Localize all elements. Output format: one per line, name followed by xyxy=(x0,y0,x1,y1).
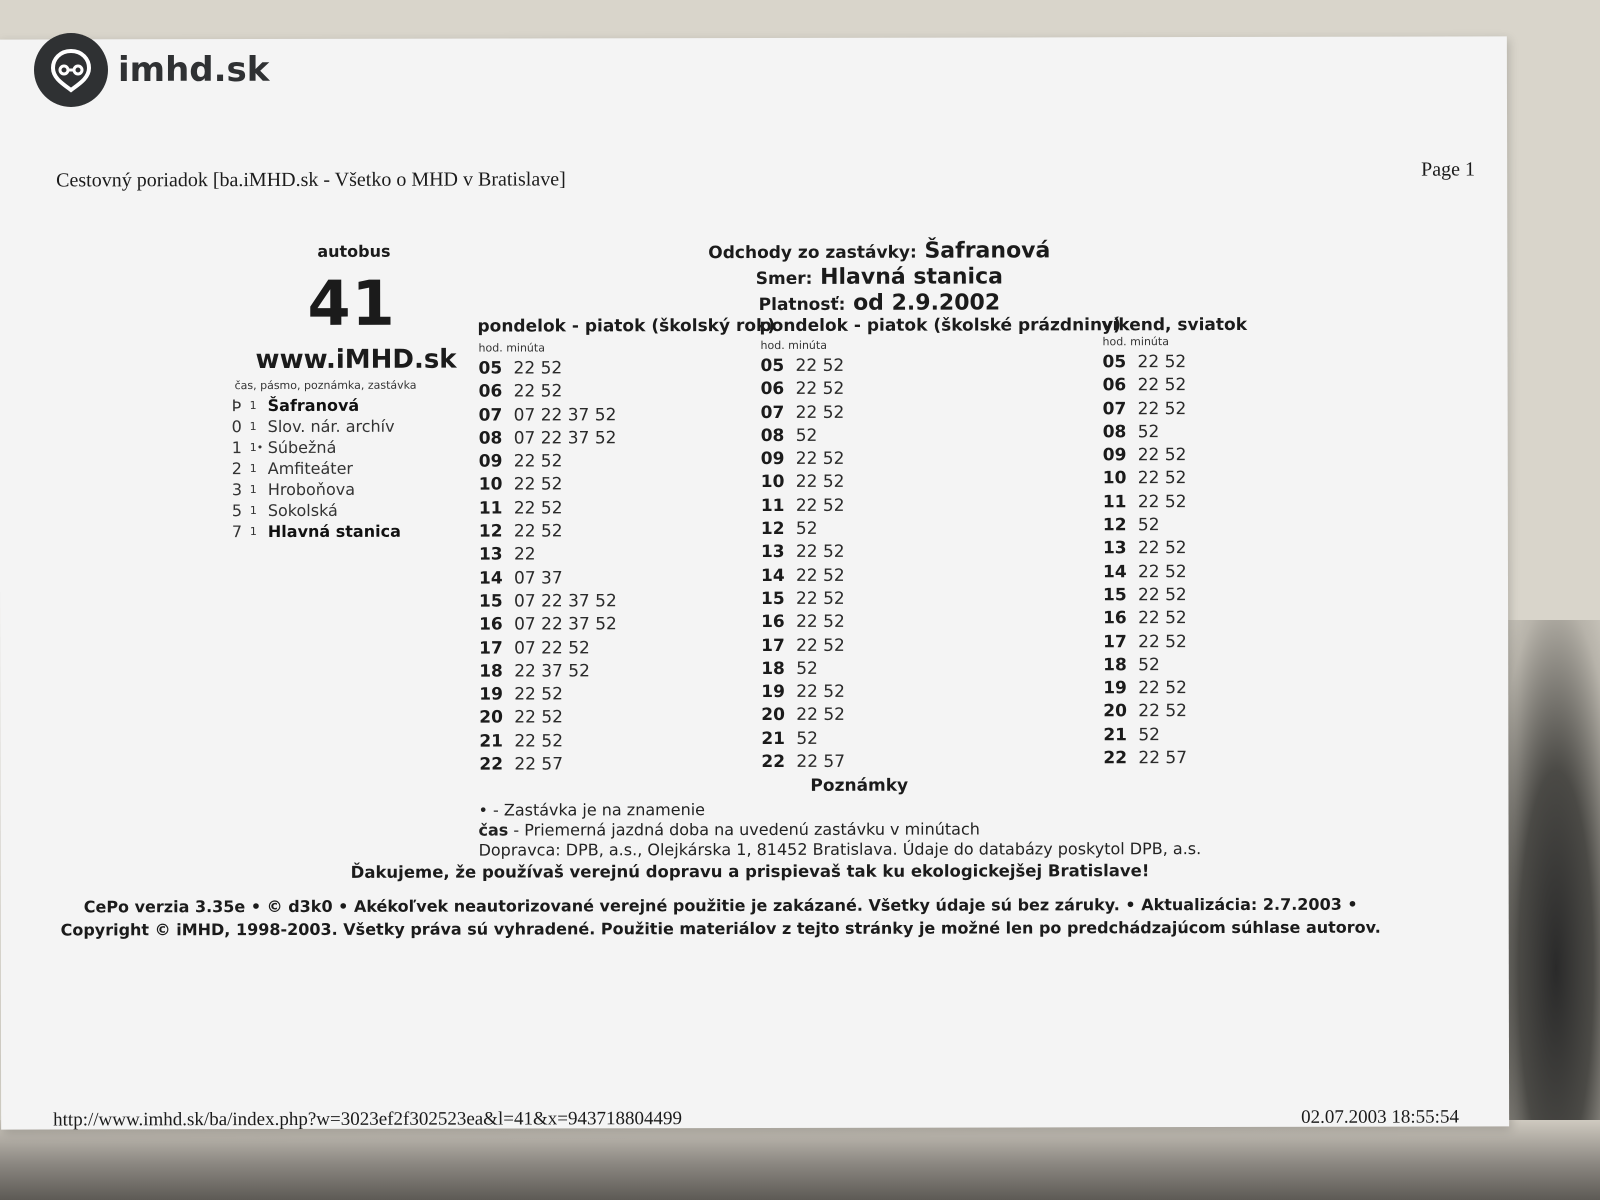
print-header-title: Cestovný poriadok [ba.iMHD.sk - Všetko o MHD v Bratislave] xyxy=(56,168,566,192)
print-header-page: Page 1 xyxy=(1421,158,1476,181)
timetable-row xyxy=(1103,514,1187,537)
minutes-cell: 22 52 xyxy=(795,542,845,563)
column-sub-school: hod. minúta xyxy=(478,341,545,355)
timetable-row xyxy=(1103,607,1187,630)
stop-row xyxy=(232,437,401,458)
timetable-row xyxy=(479,614,617,638)
minutes-cell: 22 52 xyxy=(1137,468,1187,489)
hour-cell: 16 xyxy=(761,612,785,633)
minutes-cell: 22 52 xyxy=(1137,445,1187,466)
timetable-sheet xyxy=(0,36,1509,1129)
legal-line-2: Copyright © iMHD, 1998-2003. Všetky práva sú vyhradené. Použitie materiálov z tejto stránky je možné len po predchádzajúcom súhlase autorov. xyxy=(60,917,1381,940)
minutes-cell: 22 52 xyxy=(513,451,563,472)
minutes-cell: 22 52 xyxy=(795,379,845,400)
timetable-row xyxy=(1103,654,1187,677)
timetable-row xyxy=(1103,561,1187,584)
note-operator: Dopravca: DPB, a.s., Olejkárska 1, 81452 Bratislava. Údaje do databázy poskytol DPB, a.s. xyxy=(478,839,1202,860)
minutes-cell: 07 37 xyxy=(513,568,563,589)
hour-cell: 21 xyxy=(479,731,504,752)
validity-heading xyxy=(599,290,1159,316)
stop-time: Þ xyxy=(231,396,242,416)
direction-heading xyxy=(599,264,1159,290)
vehicle-type: autobus xyxy=(317,241,391,261)
timetable-row xyxy=(761,634,845,657)
timetable-row xyxy=(479,753,617,777)
stop-name: Hroboňova xyxy=(267,479,356,500)
minutes-cell: 22 52 xyxy=(513,498,563,519)
timetable-row xyxy=(479,544,617,568)
timetable-row xyxy=(479,357,617,381)
minutes-cell: 52 xyxy=(1137,515,1160,536)
timetable-row xyxy=(479,450,617,474)
hour-cell: 16 xyxy=(479,614,503,635)
stop-zone: 1 xyxy=(249,399,257,413)
hour-cell: 22 xyxy=(761,751,786,773)
timetable-row xyxy=(761,658,845,681)
stop-name: Sokolská xyxy=(267,500,338,521)
timetable-row xyxy=(479,520,617,544)
timetable-column-holidays xyxy=(761,355,846,775)
minutes-cell: 07 22 37 52 xyxy=(513,428,617,449)
hour-cell: 11 xyxy=(1102,492,1127,513)
minutes-cell: 22 52 xyxy=(795,495,845,516)
stop-time: 7 xyxy=(231,522,243,542)
hour-cell: 19 xyxy=(1103,678,1127,699)
minutes-cell: 22 52 xyxy=(795,355,845,376)
stop-name: Šafranová xyxy=(267,395,360,416)
timetable-row xyxy=(1103,444,1187,467)
timetable-row xyxy=(761,401,845,424)
timetable-row xyxy=(479,637,617,661)
stop-zone: 1• xyxy=(249,441,264,455)
hour-cell: 15 xyxy=(479,591,503,612)
hour-cell: 21 xyxy=(1103,724,1128,746)
hour-cell: 11 xyxy=(478,498,503,519)
hour-cell: 14 xyxy=(1102,561,1127,582)
hour-cell: 12 xyxy=(760,519,785,540)
hour-cell: 19 xyxy=(479,684,503,705)
timetable-row xyxy=(479,497,617,521)
column-title-weekend: víkend, sviatok xyxy=(1101,314,1248,336)
minutes-cell: 22 52 xyxy=(1137,538,1187,559)
minutes-cell: 22 52 xyxy=(513,381,563,402)
timetable-row xyxy=(479,427,617,451)
hour-cell: 06 xyxy=(478,381,503,402)
stop-name: Slov. nár. archív xyxy=(267,416,395,437)
timetable-row xyxy=(479,707,617,731)
stop-label: Odchody zo zastávky: xyxy=(708,242,917,264)
column-sub-weekend: hod. minúta xyxy=(1102,335,1169,349)
stops-caption: čas, pásmo, poznámka, zastávka xyxy=(234,378,417,393)
timetable-row xyxy=(1103,351,1187,374)
minutes-cell: 22 52 xyxy=(796,588,845,609)
timetable-row xyxy=(479,381,617,405)
minutes-cell: 22 52 xyxy=(796,681,845,703)
hour-cell: 15 xyxy=(1103,585,1127,606)
validity-label: Platnosť: xyxy=(758,294,846,315)
stop-row xyxy=(232,458,401,479)
timetable-row xyxy=(761,541,845,564)
stop-name: Hlavná stanica xyxy=(267,521,401,542)
hour-cell: 13 xyxy=(760,542,785,563)
hour-cell: 10 xyxy=(478,475,503,496)
stop-time: 5 xyxy=(231,501,243,521)
note-time-label: čas xyxy=(478,820,509,840)
timetable-row xyxy=(1103,374,1187,397)
note-request-stop: • - Zastávka je na znamenie xyxy=(478,800,706,820)
thanks-message: Ďakujeme, že používaš verejnú dopravu a prispievaš tak ku ekologickejšej Bratislave! xyxy=(350,861,1150,882)
hour-cell: 15 xyxy=(761,588,785,609)
hour-cell: 13 xyxy=(1102,538,1127,559)
notes-title: Poznámky xyxy=(810,775,909,796)
timetable-row xyxy=(761,425,845,448)
minutes-cell: 52 xyxy=(1138,655,1160,676)
timetable-row xyxy=(1103,631,1187,654)
hour-cell: 21 xyxy=(761,728,786,749)
minutes-cell: 52 xyxy=(795,518,818,539)
hour-cell: 17 xyxy=(761,635,785,656)
hour-cell: 20 xyxy=(1103,701,1127,722)
minutes-cell: 22 52 xyxy=(795,448,845,470)
minutes-cell: 22 52 xyxy=(795,565,845,586)
column-title-holidays: pondelok - piatok (školské prázdniny) xyxy=(759,315,1121,336)
hour-cell: 17 xyxy=(1103,631,1127,652)
hour-cell: 07 xyxy=(478,405,503,426)
stop-name: Amfiteáter xyxy=(267,458,354,479)
hour-cell: 14 xyxy=(478,568,503,589)
timetable-row xyxy=(479,683,617,707)
minutes-cell: 22 xyxy=(513,544,536,565)
minutes-cell: 22 52 xyxy=(513,521,563,542)
minutes-cell: 22 52 xyxy=(1138,608,1187,629)
line-number: 41 xyxy=(307,266,396,340)
timetable-row xyxy=(761,378,845,401)
timetable-row xyxy=(1103,584,1187,607)
minutes-cell: 22 52 xyxy=(1138,585,1187,606)
minutes-cell: 22 57 xyxy=(796,751,846,772)
legal-line-1: CePo verzia 3.35e • © d3k0 • Akékoľvek neautorizované verejné použitie je zakázané. Všetky údaje sú bez záruky. • Aktualizácia: 2.7.2003 • xyxy=(83,894,1358,917)
minutes-cell: 22 52 xyxy=(796,705,845,726)
timetable-row xyxy=(761,448,845,471)
stop-row xyxy=(232,521,401,542)
minutes-cell: 22 52 xyxy=(513,474,563,495)
timetable-row xyxy=(1103,724,1187,747)
minutes-cell: 22 57 xyxy=(514,754,564,775)
timetable-row xyxy=(1103,537,1187,560)
hour-cell: 05 xyxy=(478,358,503,379)
hour-cell: 07 xyxy=(760,402,785,423)
timetable-row xyxy=(1103,701,1187,724)
stop-row xyxy=(232,500,401,521)
hour-cell: 19 xyxy=(761,682,785,703)
hour-cell: 13 xyxy=(478,544,503,565)
timetable-column-weekend xyxy=(1103,351,1188,771)
hour-cell: 20 xyxy=(761,705,785,726)
minutes-cell: 52 xyxy=(796,658,818,679)
timetable-row xyxy=(761,564,845,587)
timetable-row xyxy=(479,730,617,754)
minutes-cell: 52 xyxy=(1138,724,1160,745)
hour-cell: 18 xyxy=(761,658,785,679)
timetable-row xyxy=(761,495,845,518)
stop-zone: 1 xyxy=(249,462,257,476)
departure-stop-heading xyxy=(599,238,1159,264)
stop-time: 1 xyxy=(231,438,242,458)
timetable-row xyxy=(479,567,617,591)
hour-cell: 09 xyxy=(760,449,785,470)
minutes-cell: 22 37 52 xyxy=(514,661,590,682)
minutes-cell: 22 52 xyxy=(1138,678,1187,699)
logo-badge-icon xyxy=(34,33,108,107)
timetable-row xyxy=(1103,677,1187,700)
hour-cell: 09 xyxy=(1102,445,1127,466)
hour-cell: 05 xyxy=(760,355,785,376)
timetable-row xyxy=(761,681,845,704)
logo-text: imhd.sk xyxy=(118,50,270,90)
timetable-row xyxy=(479,590,617,614)
hour-cell: 18 xyxy=(479,661,503,682)
print-footer-url: http://www.imhd.sk/ba/index.php?w=3023ef2f302523ea&l=41&x=943718804499 xyxy=(53,1108,682,1131)
stop-row xyxy=(232,395,401,416)
hour-cell: 22 xyxy=(1103,748,1128,769)
timetable-row xyxy=(761,355,845,378)
minutes-cell: 07 22 37 52 xyxy=(514,614,617,635)
minutes-cell: 22 52 xyxy=(1138,631,1187,652)
stop-time: 3 xyxy=(231,480,243,500)
minutes-cell: 22 52 xyxy=(1137,398,1187,419)
hour-cell: 18 xyxy=(1103,655,1127,676)
hour-cell: 10 xyxy=(1102,468,1127,489)
note-time-text: - Priemerná jazdná doba na uvedenú zastávku v minútach xyxy=(508,819,980,840)
hour-cell: 14 xyxy=(760,565,785,586)
stop-time: 0 xyxy=(231,417,242,437)
validity-value: od 2.9.2002 xyxy=(853,290,1001,316)
stop-zone: 1 xyxy=(249,483,257,497)
stop-row xyxy=(232,479,401,500)
timetable-row xyxy=(1103,398,1187,421)
minutes-cell: 52 xyxy=(796,728,818,749)
timetable-row xyxy=(761,518,845,541)
minutes-cell: 22 52 xyxy=(1137,561,1187,582)
timetable-row xyxy=(761,728,845,751)
direction-label: Smer: xyxy=(755,268,813,289)
print-footer-timestamp: 02.07.2003 18:55:54 xyxy=(1301,1106,1459,1128)
wall-floor xyxy=(0,1120,1600,1200)
hour-cell: 12 xyxy=(478,521,503,542)
hour-cell: 22 xyxy=(479,754,504,775)
timetable-row xyxy=(1103,491,1187,514)
minutes-cell: 22 52 xyxy=(795,402,845,423)
hour-cell: 05 xyxy=(1102,352,1127,373)
minutes-cell: 07 22 37 52 xyxy=(513,404,617,426)
column-title-school: pondelok - piatok (školský rok) xyxy=(477,315,776,337)
timetable-row xyxy=(761,704,845,727)
imhd-logo xyxy=(34,33,269,107)
hour-cell: 07 xyxy=(1102,398,1127,419)
minutes-cell: 22 57 xyxy=(1138,748,1188,769)
note-time xyxy=(478,820,979,840)
hour-cell: 06 xyxy=(760,379,785,400)
timetable-row xyxy=(479,474,617,498)
stop-zone: 1 xyxy=(249,525,257,539)
hour-cell: 20 xyxy=(479,707,503,729)
minutes-cell: 22 52 xyxy=(796,612,845,633)
timetable-row xyxy=(1103,468,1187,491)
hour-cell: 09 xyxy=(478,451,503,472)
timetable-row xyxy=(761,751,845,774)
stop-zone: 1 xyxy=(249,504,257,518)
stop-name: Súbežná xyxy=(267,437,337,458)
minutes-cell: 22 52 xyxy=(796,635,845,656)
website-label: www.iMHD.sk xyxy=(255,344,457,376)
minutes-cell: 22 52 xyxy=(1138,701,1187,722)
hour-cell: 12 xyxy=(1102,515,1127,536)
minutes-cell: 22 52 xyxy=(514,684,563,705)
minutes-cell: 52 xyxy=(1137,422,1160,443)
hour-cell: 16 xyxy=(1103,608,1127,629)
stop-value: Šafranová xyxy=(924,238,1051,264)
timetable-row xyxy=(1103,747,1187,770)
minutes-cell: 22 52 xyxy=(514,707,563,728)
hour-cell: 08 xyxy=(478,428,503,449)
minutes-cell: 22 52 xyxy=(514,731,564,752)
stop-zone: 1 xyxy=(249,420,257,434)
hour-cell: 06 xyxy=(1102,375,1127,396)
hour-cell: 11 xyxy=(760,495,785,516)
minutes-cell: 22 52 xyxy=(513,358,563,379)
timetable-row xyxy=(1103,421,1187,444)
direction-value: Hlavná stanica xyxy=(820,264,1003,290)
minutes-cell: 22 52 xyxy=(1137,352,1187,373)
timetable-row xyxy=(479,660,617,684)
minutes-cell: 22 52 xyxy=(1137,375,1187,396)
column-sub-holidays: hod. minúta xyxy=(760,338,827,352)
hour-cell: 08 xyxy=(1102,422,1127,443)
hour-cell: 17 xyxy=(479,638,503,659)
stop-row xyxy=(232,416,401,437)
stop-list xyxy=(232,395,401,542)
timetable-row xyxy=(761,471,845,494)
minutes-cell: 22 52 xyxy=(1137,491,1187,512)
minutes-cell: 52 xyxy=(795,425,818,446)
timetable-row xyxy=(761,611,845,634)
minutes-cell: 22 52 xyxy=(795,472,845,493)
timetable-row xyxy=(479,404,617,428)
hour-cell: 08 xyxy=(760,425,785,446)
timetable-column-school xyxy=(479,357,618,777)
minutes-cell: 07 22 37 52 xyxy=(514,591,617,612)
timetable-row xyxy=(761,588,845,611)
hour-cell: 10 xyxy=(760,472,785,493)
stop-time: 2 xyxy=(231,459,242,479)
minutes-cell: 07 22 52 xyxy=(514,637,590,659)
